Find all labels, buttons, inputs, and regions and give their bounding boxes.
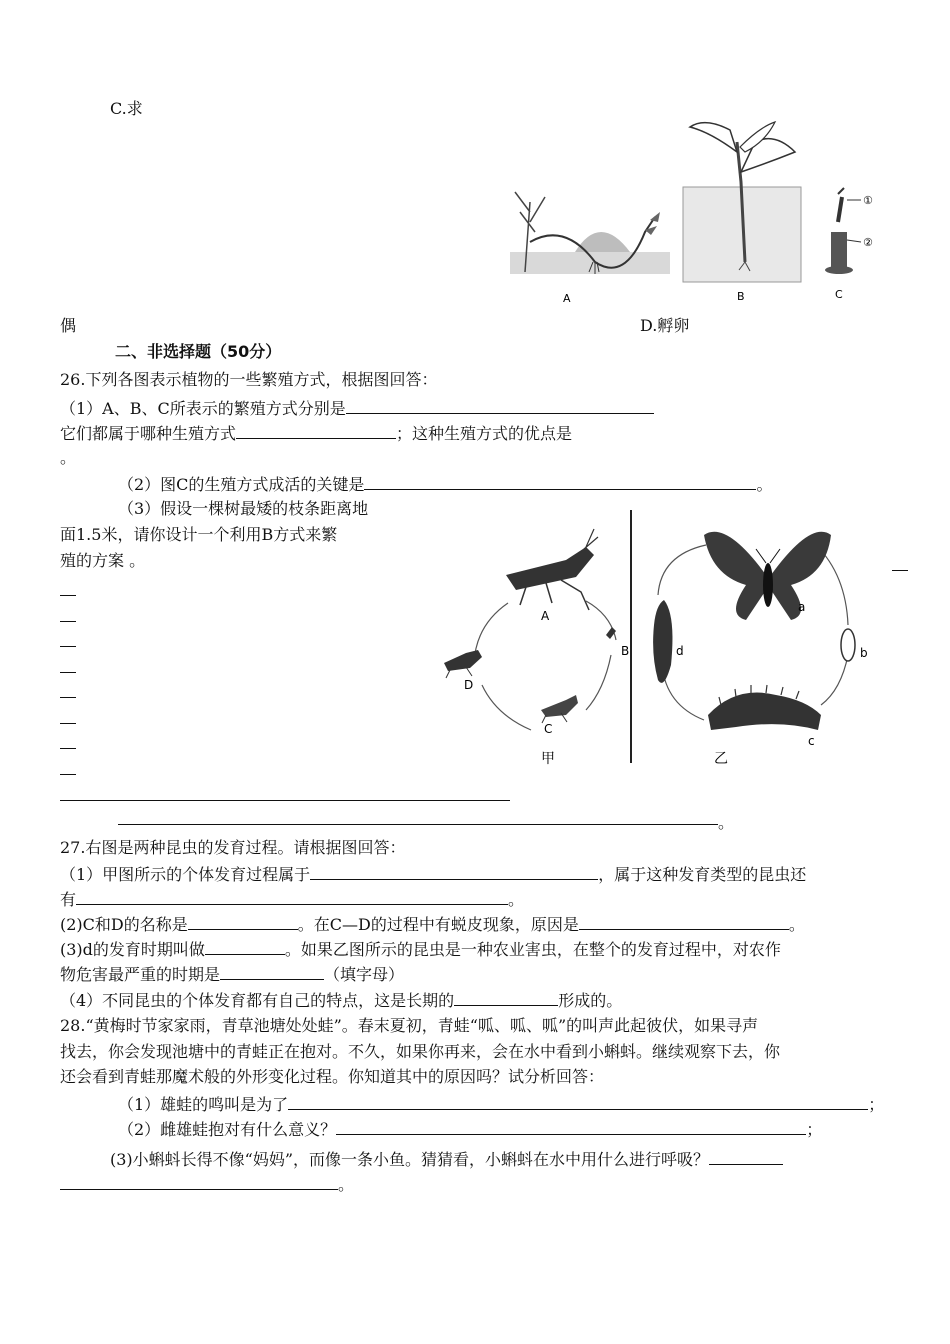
q26-end: 。 xyxy=(718,813,735,832)
q27-p3a-text: (3)d的发育时期叫做 xyxy=(60,940,205,959)
jia-label-a: A xyxy=(541,609,550,623)
option-c-prefix: C.求 xyxy=(110,99,143,118)
q27-p3c-text: 物危害最严重的时期是 xyxy=(60,965,221,984)
answer-dash xyxy=(60,697,76,698)
q27-p3 xyxy=(60,940,781,958)
q26-blank-1[interactable] xyxy=(346,399,654,414)
answer-dash xyxy=(60,748,76,749)
answer-dash xyxy=(60,774,76,775)
q26-p3b: 面1.5米，请你设计一个利用B方式来繁 xyxy=(60,525,338,544)
figure-label-c: C xyxy=(835,288,843,301)
q26-p1 xyxy=(60,399,654,417)
answer-dash xyxy=(60,646,76,647)
q27-p2a-text: (2)C和D的名称是 xyxy=(60,915,188,934)
q27-blank-7[interactable] xyxy=(454,991,558,1006)
answer-dash xyxy=(60,621,76,622)
grasshopper-egg xyxy=(606,627,616,639)
answer-line[interactable] xyxy=(60,800,510,801)
jia-label-b: B xyxy=(621,644,630,658)
q28-p3 xyxy=(110,1150,783,1168)
q27-p1-end: 。 xyxy=(508,890,525,909)
q27-blank-1[interactable] xyxy=(310,865,598,880)
figure-b-cutting xyxy=(683,122,801,282)
butterfly-egg xyxy=(841,629,855,661)
q27-p3b-text: 。如果乙图所示的昆虫是一种农业害虫，在整个的发育过程中，对农作 xyxy=(284,940,781,959)
q26-p2-end: 。 xyxy=(756,475,773,494)
figure-label-b: B xyxy=(737,290,745,303)
q28-p3-text: (3)小蝌蚪长得不像“妈妈”，而像一条小鱼。猜猜看，小蝌蚪在水中用什么进行呼吸？ xyxy=(110,1150,710,1169)
yi-label-c: c xyxy=(808,734,815,748)
q27-stem: 27.右图是两种昆虫的发育过程。请根据图回答： xyxy=(60,838,406,857)
q26-p3a: （3）假设一棵树最矮的枝条距离地 xyxy=(118,499,369,518)
answer-dash-right xyxy=(892,570,908,571)
q27-blank-6[interactable] xyxy=(220,965,324,980)
grasshopper-adult xyxy=(506,529,598,610)
q27-p1-line2 xyxy=(60,890,524,908)
q28-p2 xyxy=(118,1120,822,1138)
answer-line[interactable] xyxy=(118,824,718,825)
q26-stem: 26.下列各图表示植物的一些繁殖方式，根据图回答： xyxy=(60,370,438,389)
q27-p1a-text: （1）甲图所示的个体发育过程属于 xyxy=(60,865,311,884)
q26-p1c-text: ；这种生殖方式的优点是 xyxy=(396,424,573,443)
q27-p2b-text: 。在C—D的过程中有蜕皮现象，原因是 xyxy=(297,915,579,934)
option-c-suffix: 偶 xyxy=(60,316,77,335)
q26-p1b-text: 它们都属于哪种生殖方式 xyxy=(60,424,237,443)
grasshopper-nymph-c xyxy=(541,695,578,723)
q27-p1b-text: ，属于这种发育类型的昆虫还 xyxy=(598,865,807,884)
yi-label: 乙 xyxy=(714,751,728,767)
figure-label-c2: ② xyxy=(863,236,873,249)
grasshopper-nymph-d xyxy=(444,650,482,678)
q26-blank-3[interactable] xyxy=(364,475,756,490)
jia-label-c: C xyxy=(544,722,553,736)
q27-p4a-text: （4）不同昆虫的个体发育都有自己的特点，这是长期的 xyxy=(60,991,455,1010)
q27-blank-2[interactable] xyxy=(76,890,508,905)
insect-development-figure xyxy=(436,505,876,783)
option-d: D.孵卵 xyxy=(640,316,690,335)
q28-p3-end: 。 xyxy=(338,1175,355,1194)
q27-blank-3[interactable] xyxy=(188,915,298,930)
q28-stem-line1: 28.“黄梅时节家家雨，青草池塘处处蛙”。春末夏初，青蛙“呱、呱、呱”的叫声此起彼伏，如果寻声 xyxy=(60,1016,759,1035)
q27-p1 xyxy=(60,865,806,883)
q28-blank-1[interactable] xyxy=(288,1095,868,1110)
figure-label-a: A xyxy=(563,292,571,305)
q28-p2-end: ； xyxy=(806,1120,823,1139)
q27-p3d-text: （填字母） xyxy=(324,965,405,984)
q26-blank-2[interactable] xyxy=(236,424,396,439)
q28-p1-text: （1）雄蛙的鸣叫是为了 xyxy=(118,1095,289,1114)
figure-label-c1: ① xyxy=(863,194,873,207)
q28-blank-2[interactable] xyxy=(336,1120,806,1135)
figure-a-layering xyxy=(510,192,670,274)
figure-c-grafting xyxy=(825,188,861,274)
q27-p1c-text: 有 xyxy=(60,890,77,909)
jia-label: 甲 xyxy=(541,751,555,767)
q27-blank-4[interactable] xyxy=(579,915,789,930)
butterfly-larva xyxy=(708,685,821,730)
yi-label-a: a xyxy=(798,600,806,614)
q26-p1-end: 。 xyxy=(60,448,77,467)
answer-dash xyxy=(60,723,76,724)
answer-dash xyxy=(60,595,76,596)
plant-propagation-figure xyxy=(505,112,885,308)
q27-p4 xyxy=(60,991,622,1009)
q28-blank-3[interactable] xyxy=(709,1150,783,1165)
q27-p3-line2 xyxy=(60,965,404,983)
q27-p2 xyxy=(60,915,805,933)
jia-label-d: D xyxy=(464,678,474,692)
q27-p2-end: 。 xyxy=(788,915,805,934)
butterfly-adult xyxy=(704,532,831,620)
yi-label-d: d xyxy=(676,644,684,658)
q26-p2 xyxy=(118,475,772,493)
q28-p3-line2 xyxy=(60,1175,354,1193)
q28-p1 xyxy=(118,1095,884,1113)
q26-p1-text: （1）A、B、C所表示的繁殖方式分别是 xyxy=(60,399,346,418)
answer-dash xyxy=(60,672,76,673)
cycle-jia xyxy=(444,529,616,730)
q28-blank-4[interactable] xyxy=(60,1175,338,1190)
q26-p1-line2 xyxy=(60,424,572,442)
butterfly-pupa xyxy=(653,600,672,683)
q27-p4b-text: 形成的。 xyxy=(558,991,623,1010)
cycle-yi xyxy=(653,532,855,730)
section2-title: 二、非选择题（50分） xyxy=(115,342,282,361)
q28-stem-line2: 找去，你会发现池塘中的青蛙正在抱对。不久，如果你再来，会在水中看到小蝌蚪。继续观察下去，你 xyxy=(60,1042,781,1061)
q27-blank-5[interactable] xyxy=(205,940,285,955)
q26-p2-text: （2）图C的生殖方式成活的关键是 xyxy=(118,475,365,494)
yi-label-b: b xyxy=(860,646,868,660)
q28-p1-end: ； xyxy=(868,1095,885,1114)
q28-p2-text: （2）雌雄蛙抱对有什么意义？ xyxy=(118,1120,337,1139)
q26-p3c: 殖的方案 。 xyxy=(60,551,146,570)
q28-stem-line3: 还会看到青蛙那魔术般的外形变化过程。你知道其中的原因吗？试分析回答： xyxy=(60,1067,605,1086)
